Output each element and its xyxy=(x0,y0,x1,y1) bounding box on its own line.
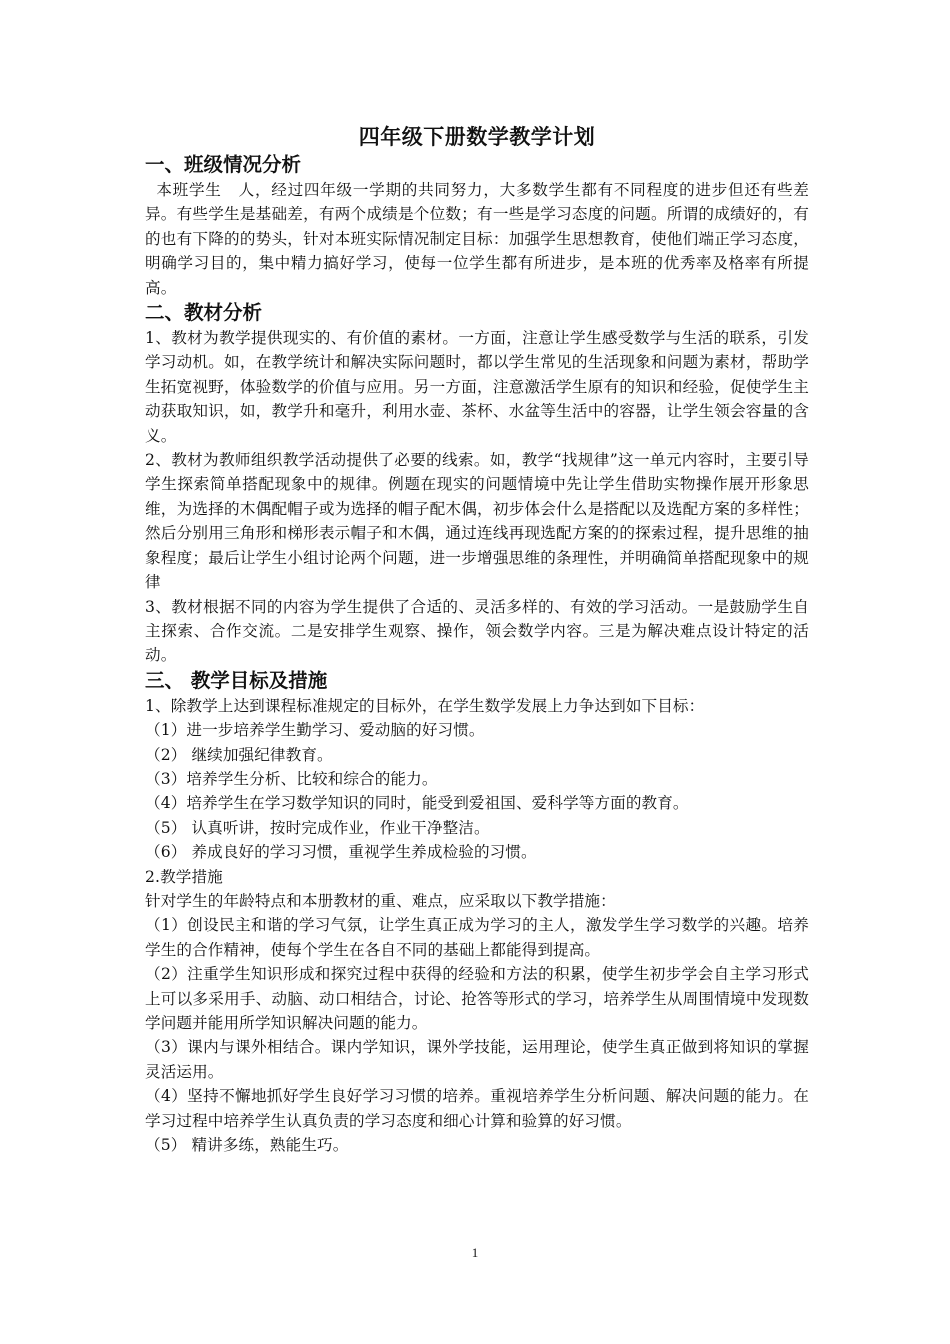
paragraph: 1、除教学上达到课程标准规定的目标外，在学生数学发展上力争达到如下目标： xyxy=(145,696,705,715)
list-item: （4）培养学生在学习数学知识的同时，能受到爱祖国、爱科学等方面的教育。 xyxy=(145,794,689,813)
paragraph: 1、教材为教学提供现实的、有价值的素材。一方面，注意让学生感受数学与生活的联系，引发学习动机。如，在教学统计和解决实际问题时，都以学生常见的生活现象和问题为素材，帮助学生拓宽视野，体验数学的价值与应用。另一方面，注意激活学生原有的知识和经验，促使学生主动获取知识，如，教学升和毫升，利用水壶、茶杯、水盆等生活中的容器，让学生领会容量的含义。 xyxy=(145,329,809,445)
document-title: 四年级下册数学教学计划 xyxy=(358,125,596,149)
list-item: （6） 养成良好的学习习惯，重视学生养成检验的习惯。 xyxy=(145,843,537,862)
section-heading-textbook-analysis: 二、教材分析 xyxy=(145,301,263,325)
list-item: （5） 认真听讲，按时完成作业，作业干净整洁。 xyxy=(145,818,490,837)
list-item: （2） 继续加强纪律教育。 xyxy=(145,745,333,764)
document-body xyxy=(145,122,809,1157)
section-heading-goals-measures: 三、 教学目标及措施 xyxy=(145,668,328,692)
paragraph: 3、教材根据不同的内容为学生提供了合适的、灵活多样的、有效的学习活动。一是鼓励学生自主探索、合作交流。二是安排学生观察、操作，领会数学内容。三是为解决难点设计特定的活动。 xyxy=(145,597,809,665)
list-item: （3）培养学生分析、比较和综合的能力。 xyxy=(145,769,438,788)
subheading-teaching-measures: 2.教学措施 xyxy=(145,867,223,886)
section-heading-class-analysis: 一、班级情况分析 xyxy=(145,153,302,176)
list-item: （4）坚持不懈地抓好学生良好学习习惯的培养。重视培养学生分析问题、解决问题的能力。在学习过程中培养学生认真负责的学习态度和细心计算和验算的好习惯。 xyxy=(145,1087,809,1130)
list-item: （1）进一步培养学生勤学习、爱动脑的好习惯。 xyxy=(145,721,485,740)
page-number: 1 xyxy=(471,1245,479,1260)
list-item: （3）课内与课外相结合。课内学知识，课外学技能，运用理论，使学生真正做到将知识的掌握灵活运用。 xyxy=(145,1038,809,1081)
paragraph: 针对学生的年龄特点和本册教材的重、难点，应采取以下教学措施： xyxy=(145,891,616,910)
list-item: （1）创设民主和谐的学习气氛，让学生真正成为学习的主人，激发学生学习数学的兴趣。培养学生的合作精神，使每个学生在各自不同的基础上都能得到提高。 xyxy=(145,916,809,959)
list-item: （2）注重学生知识形成和探究过程中获得的经验和方法的积累，使学生初步学会自主学习形式上可以多采用手、动脑、动口相结合，讨论、抢答等形式的学习，培养学生从周围情境中发现数学问题并能用所学知识解决问题的能力。 xyxy=(145,965,809,1032)
paragraph: 2、教材为教师组织教学活动提供了必要的线索。如，教学“找规律”这一单元内容时，主要引导学生探索简单搭配现象中的规律。例题在现实的问题情境中先让学生借助实物操作展开形象思维，为选择的木偶配帽子或为选择的帽子配木偶，初步体会什么是搭配以及选配方案的多样性；然后分别用三角形和梯形表示帽子和木偶，通过连线再现选配方案的的探索过程，提升思维的抽象程度；最后让学生小组讨论两个问题，进一步增强思维的条理性，并明确简单搭配现象中的规律 xyxy=(145,451,809,592)
list-item: （5） 精讲多练，熟能生巧。 xyxy=(145,1136,349,1155)
paragraph: 本班学生 人，经过四年级一学期的共同努力，大多数学生都有不同程度的进步但还有些差异。有些学生是基础差，有两个成绩是个位数；有一些是学习态度的问题。所谓的成绩好的，有的也有下降的的势头，针对本班实际情况制定目标：加强学生思想教育，使他们端正学习态度，明确学习目的，集中精力搞好学习，使每一位学生都有所进步，是本班的优秀率及格率有所提高。 xyxy=(145,181,809,297)
